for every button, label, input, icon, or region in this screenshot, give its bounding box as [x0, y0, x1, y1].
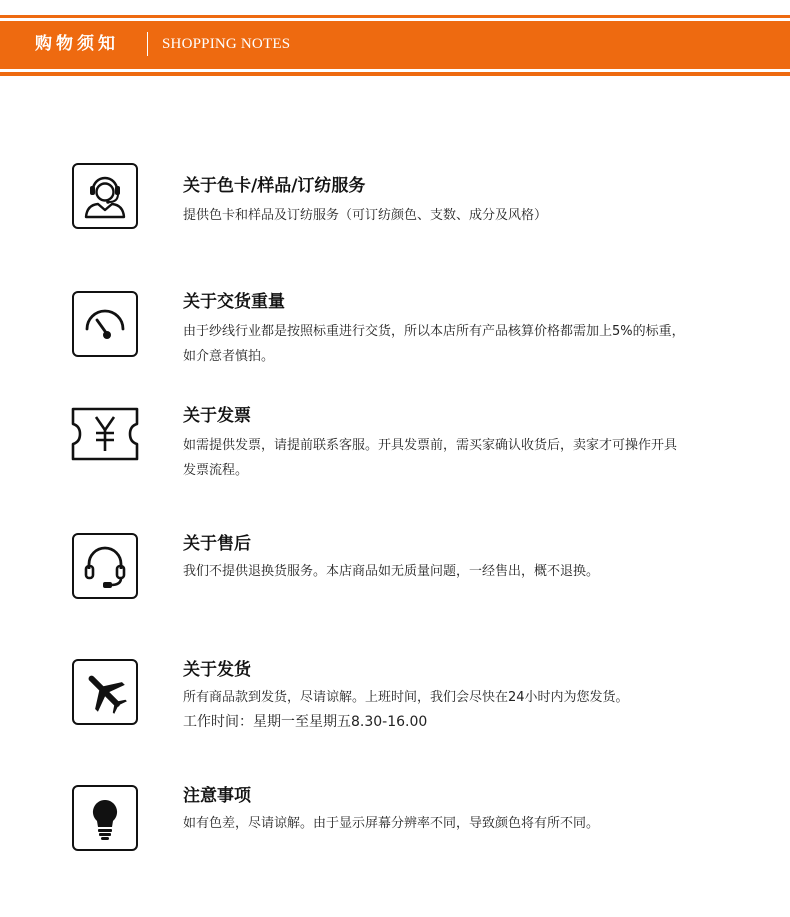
item-title: 关于发票	[183, 406, 251, 426]
item-description	[183, 685, 629, 735]
headset-icon	[72, 533, 138, 599]
page-subtitle: SHOPPING NOTES	[162, 36, 291, 52]
lightbulb-icon	[72, 785, 138, 851]
item-title: 关于发货	[183, 660, 251, 680]
item-title: 关于交货重量	[183, 292, 285, 312]
item-title: 关于售后	[183, 534, 251, 554]
airplane-icon	[72, 659, 138, 725]
item-description-line: 工作时间：星期一至星期五8.30-16.00	[183, 714, 428, 730]
item-description-line: 由于纱线行业都是按照标重进行交货，所以本店所有产品核算价格都需加上5%的标重，	[183, 324, 685, 339]
page-title: 购物须知	[35, 34, 119, 54]
header-divider	[147, 32, 148, 56]
item-description	[183, 811, 599, 836]
header-top-line	[0, 15, 790, 18]
item-description	[183, 319, 685, 369]
item-description-line: 我们不提供退换货服务。本店商品如无质量问题，一经售出，概不退换。	[183, 564, 600, 579]
item-description-line: 如有色差，尽请谅解。由于显示屏幕分辨率不同，导致颜色将有所不同。	[183, 816, 600, 831]
item-description	[183, 433, 677, 483]
item-description	[183, 203, 547, 228]
customer-service-icon	[72, 163, 138, 229]
item-title: 注意事项	[183, 786, 251, 806]
item-description	[183, 559, 599, 584]
item-description-line: 所有商品款到发货，尽请谅解。上班时间，我们会尽快在24小时内为您发货。	[183, 690, 629, 705]
item-description-line: 如需提供发票，请提前联系客服。开具发票前，需买家确认收货后，卖家才可操作开具	[183, 438, 678, 453]
item-description-line: 提供色卡和样品及订纺服务（可订纺颜色、支数、成分及风格）	[183, 208, 548, 223]
item-description-line: 发票流程。	[183, 463, 249, 478]
invoice-ticket-icon	[70, 405, 140, 465]
header-bottom-line	[0, 72, 790, 76]
item-title: 关于色卡/样品/订纺服务	[183, 176, 366, 196]
gauge-icon	[72, 291, 138, 357]
item-description-line: 如介意者慎拍。	[183, 349, 275, 364]
